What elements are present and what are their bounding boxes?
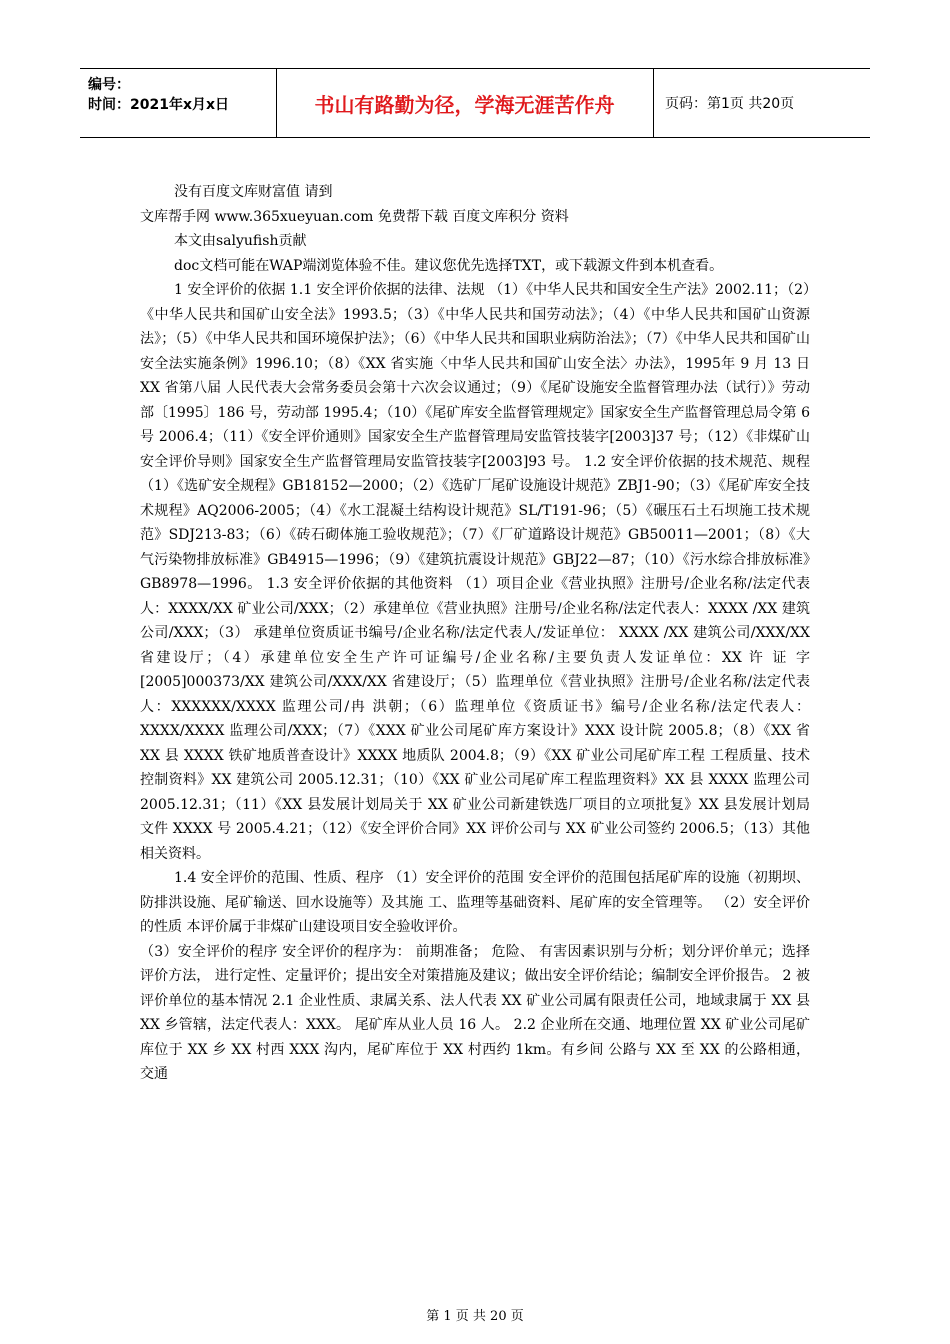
body-paragraph: 1.4 安全评价的范围、性质、程序 （1）安全评价的范围 安全评价的范围包括尾矿库的设施（初期坝、防排洪设施、尾矿输送、回水设施等）及其施 工、监理等基础资料、尾矿库的安全管理等。 （2）安全评价的性质 本评价属于非煤矿山建设项目安全验收评价。	[140, 870, 810, 935]
intro-line: 没有百度文库财富值 请到	[174, 184, 333, 200]
body-paragraph: 1 安全评价的依据 1.1 安全评价依据的法律、法规 （1）《中华人民共和国安全生产法》2002.11；（2）《中华人民共和国矿山安全法》1993.5；（3）《中华人民共和国劳动法》；（4）《中华人民共和国矿山资源法》；（5）《中华人民共和国环境保护法》；（6）《中华人民共和国职业病防治法》；（7）《中华人民共和国矿山安全法实施条例》1996.10；（8）《XX 省实施〈中华人民共和国矿山安全法〉办法》，1995年 9 月 13 日 XX 省第八届 人民代表大会常务委员会第十六次会议通过；（9）《尾矿设施安全监督管理办法（试行）》劳动部〔1995〕186 号，劳动部 1995.4；（10）《尾矿库安全监督管理规定》国家安全生产监督管理总局令第 6 号 2006.4；（11）《安全评价通则》国家安全生产监督管理局安监管技装字[2003]37 号；（12）《非煤矿山安全评价导则》国家安全生产监督管理局安监管技装字[2003]93 号。 1.2 安全评价依据的技术规范、规程 （1）《选矿安全规程》GB18152—2000；（2）《选矿厂尾矿设施设计规范》ZBJ1-90；（3）《尾矿库安全技术规程》AQ2006-2005；（4）《水工混凝土结构设计规范》SL/T191-96；（5）《碾压石土石坝施工技术规范》SDJ213-83；（6）《砖石砌体施工验收规范》；（7）《厂矿道路设计规范》GB50011—2001；（8）《大气污染物排放标准》GB4915—1996；（9）《建筑抗震设计规范》GBJ22—87；（10）《污水综合排放标准》GB8978—1996。 1.3 安全评价依据的其他资料 （1）项目企业《营业执照》注册号/企业名称/法定代表人：XXXX/XX 矿业公司/XXX；（2）承建单位《营业执照》注册号/企业名称/法定代表人：XXXX /XX 建筑公司/XXX；（3） 承建单位资质证书编号/企业名称/法定代表人/发证单位： XXXX /XX 建筑公司/XXX/XX 省建设厅；（4）承建单位安全生产许可证编号/企业名称/主要负责人发证单位：XX 许 证 字 [2005]000373/XX 建筑公司/XXX/XX 省建设厅；（5）监理单位《营业执照》注册号/企业名称/法定代表人：XXXXXX/XXXX 监理公司/冉 洪朝；（6）监理单位《资质证书》编号/企业名称/法定代表人：XXXX/XXXX 监理公司/XXX；（7）《XXX 矿业公司尾矿库方案设计》XXX 设计院 2005.8；（8）《XX 省 XX 县 XXXX 铁矿地质普查设计》XXXX 地质队 2004.8；（9）《XX 矿业公司尾矿库工程 工程质量、技术控制资料》XX 建筑公司 2005.12.31；（10）《XX 矿业公司尾矿库工程监理资料》XX 县 XXXX 监理公司 2005.12.31；（11）《XX 县发展计划局关于 XX 矿业公司新建铁选厂项目的立项批复》XX 县发展计划局 文件 XXXX 号 2005.4.21；（12）《安全评价合同》XX 评价公司与 XX 矿业公司签约 2006.5；（13）其他相关资料。	[140, 282, 810, 862]
serial-number-label: 编号：	[88, 77, 130, 93]
page-footer: 第 1 页 共 20 页	[426, 1309, 524, 1324]
time-label: 时间：2021年x月x日	[88, 97, 230, 113]
header-divider	[653, 69, 654, 137]
intro-line: doc文档可能在WAP端浏览体验不佳。建议您优先选择TXT，或下载源文件到本机查看。	[174, 257, 724, 274]
body-paragraph: （3）安全评价的程序 安全评价的程序为： 前期准备； 危险、 有害因素识别与分析；划分评价单元；选择评价方法， 进行定性、定量评价；提出安全对策措施及建议；做出安全评价结论；编制安全评价报告。 2 被评价单位的基本情况 2.1 企业性质、隶属关系、法人代表 XX 矿业公司属有限责任公司，地域隶属于 XX 县 XX 乡管辖，法定代表人：XXX。 尾矿库从业人员 16 人。 2.2 企业所在交通、地理位置 XX 矿业公司尾矿库位于 XX 乡 XX 村西 XXX 沟内，尾矿库位于 XX 村西约 1km。有乡间 公路与 XX 至 XX 的公路相通，交通	[140, 943, 810, 1082]
intro-line: 本文由salyufish贡献	[174, 233, 307, 249]
header-divider	[276, 69, 277, 137]
header-meta	[88, 75, 229, 115]
intro-line: 文库帮手网 www.365xueyuan.com 免费帮下载 百度文库积分 资料	[140, 208, 569, 225]
document-body	[140, 180, 810, 1087]
document-header	[80, 68, 870, 138]
header-page-info: 页码：第1页 共20页	[665, 96, 795, 112]
header-motto: 书山有路勤为径，学海无涯苦作舟	[314, 93, 615, 117]
